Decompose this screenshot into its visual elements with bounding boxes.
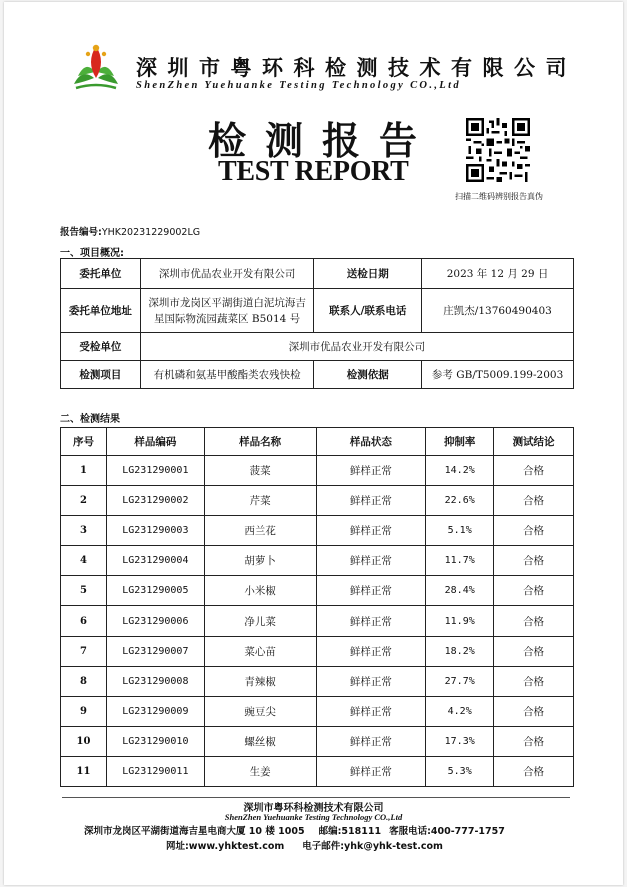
conclusion: 合格 — [494, 636, 574, 666]
table-row — [61, 516, 574, 546]
conclusion: 合格 — [494, 756, 574, 786]
col-header-sample-code: 样品编码 — [106, 428, 204, 456]
inhibition-rate: 11.9% — [426, 606, 494, 636]
results-header-row — [61, 428, 574, 456]
inhibition-rate: 28.4% — [426, 576, 494, 606]
table-row — [61, 696, 574, 726]
company-name-cn: 深圳市粤环科检测技术有限公司 — [136, 55, 577, 80]
sample-name: 青辣椒 — [204, 666, 316, 696]
sample-state: 鲜样正常 — [316, 756, 426, 786]
sample-name: 豌豆尖 — [204, 696, 316, 726]
date-value: 2023 年 12 月 29 日 — [422, 259, 574, 289]
table-row — [61, 636, 574, 666]
sample-state: 鲜样正常 — [316, 516, 426, 546]
footer-company-en: ShenZhen Yuehuanke Testing Technology CO.,Ltd — [224, 812, 403, 822]
col-header-index: 序号 — [61, 428, 107, 456]
row-index: 10 — [61, 726, 107, 756]
table-row — [61, 486, 574, 516]
inhibition-rate: 11.7% — [426, 546, 494, 576]
inspected-unit-value: 深圳市优品农业开发有限公司 — [140, 333, 573, 361]
table-row — [61, 726, 574, 756]
conclusion: 合格 — [494, 516, 574, 546]
inhibition-rate: 5.1% — [426, 516, 494, 546]
sample-code: LG231290007 — [106, 636, 204, 666]
sample-name: 芹菜 — [204, 486, 316, 516]
report-number — [60, 224, 200, 238]
col-header-inhibition: 抑制率 — [426, 428, 494, 456]
sample-name: 生姜 — [204, 756, 316, 786]
inhibition-rate: 4.2% — [426, 696, 494, 726]
test-basis-value: 参考 GB/T5009.199-2003 — [422, 361, 574, 389]
sample-state: 鲜样正常 — [316, 456, 426, 486]
sample-code: LG231290002 — [106, 486, 204, 516]
sample-name: 菠菜 — [204, 456, 316, 486]
row-index: 9 — [61, 696, 107, 726]
sample-name: 小米椒 — [204, 576, 316, 606]
company-logo-icon — [68, 38, 124, 94]
row-index: 1 — [61, 456, 107, 486]
col-header-sample-state: 样品状态 — [316, 428, 426, 456]
row-index: 2 — [61, 486, 107, 516]
footer-web-line — [166, 838, 443, 852]
footer-contact-line — [84, 823, 505, 837]
sample-code: LG231290005 — [106, 576, 204, 606]
results-table — [60, 427, 574, 787]
report-number-value: YHK20231229002LG — [101, 227, 201, 238]
conclusion: 合格 — [494, 546, 574, 576]
sample-state: 鲜样正常 — [316, 486, 426, 516]
inhibition-rate: 22.6% — [426, 486, 494, 516]
inhibition-rate: 18.2% — [426, 636, 494, 666]
table-row — [61, 576, 574, 606]
report-title-en: TEST REPORT — [218, 156, 409, 187]
qr-code-icon — [466, 118, 530, 182]
row-index: 5 — [61, 576, 107, 606]
client-label: 委托单位 — [61, 259, 141, 289]
footer-website: 网址:www.yhktest.com — [166, 841, 285, 852]
table-row — [61, 666, 574, 696]
inhibition-rate: 27.7% — [426, 666, 494, 696]
table-row — [61, 756, 574, 786]
row-index: 8 — [61, 666, 107, 696]
sample-name: 西兰花 — [204, 516, 316, 546]
date-label: 送检日期 — [314, 259, 422, 289]
sample-state: 鲜样正常 — [316, 576, 426, 606]
company-name-en: ShenZhen Yuehuanke Testing Technology CO.,Ltd — [136, 80, 461, 91]
conclusion: 合格 — [494, 456, 574, 486]
contact-label: 联系人/联系电话 — [314, 289, 422, 333]
sample-code: LG231290003 — [106, 516, 204, 546]
address-label: 委托单位地址 — [61, 289, 141, 333]
conclusion: 合格 — [494, 606, 574, 636]
row-index: 3 — [61, 516, 107, 546]
sample-code: LG231290010 — [106, 726, 204, 756]
footer-company-cn: 深圳市粤环科检测技术有限公司 — [243, 803, 384, 814]
sample-code: LG231290006 — [106, 606, 204, 636]
row-index: 6 — [61, 606, 107, 636]
table-row — [61, 606, 574, 636]
test-basis-label: 检测依据 — [314, 361, 422, 389]
sample-code: LG231290008 — [106, 666, 204, 696]
address-value: 深圳市龙岗区平湖街道白泥坑海吉星国际物流园蔬菜区 B5014 号 — [140, 289, 314, 333]
conclusion: 合格 — [494, 576, 574, 606]
footer-phone: 客服电话:400-777-1757 — [389, 826, 505, 837]
sample-state: 鲜样正常 — [316, 546, 426, 576]
sample-state: 鲜样正常 — [316, 606, 426, 636]
sample-name: 净儿菜 — [204, 606, 316, 636]
sample-name: 胡萝卜 — [204, 546, 316, 576]
contact-value: 庄凯杰/13760490403 — [422, 289, 574, 333]
test-item-label: 检测项目 — [61, 361, 141, 389]
conclusion: 合格 — [494, 666, 574, 696]
row-index: 11 — [61, 756, 107, 786]
footer-postcode: 邮编:518111 — [318, 826, 382, 837]
col-header-conclusion: 测试结论 — [494, 428, 574, 456]
sample-state: 鲜样正常 — [316, 726, 426, 756]
sample-state: 鲜样正常 — [316, 636, 426, 666]
conclusion: 合格 — [494, 726, 574, 756]
conclusion: 合格 — [494, 486, 574, 516]
inhibition-rate: 17.3% — [426, 726, 494, 756]
sample-name: 螺丝椒 — [204, 726, 316, 756]
row-index: 7 — [61, 636, 107, 666]
footer-address: 深圳市龙岗区平湖街道海吉星电商大厦 10 楼 1005 — [84, 826, 305, 837]
table-row — [61, 546, 574, 576]
sample-state: 鲜样正常 — [316, 696, 426, 726]
row-index: 4 — [61, 546, 107, 576]
client-value: 深圳市优品农业开发有限公司 — [140, 259, 314, 289]
footer-divider — [62, 797, 570, 798]
test-item-value: 有机磷和氨基甲酸酯类农残快检 — [140, 361, 314, 389]
overview-table — [60, 258, 574, 389]
inhibition-rate: 5.3% — [426, 756, 494, 786]
sample-code: LG231290001 — [106, 456, 204, 486]
conclusion: 合格 — [494, 696, 574, 726]
sample-code: LG231290011 — [106, 756, 204, 786]
footer-email: 电子邮件:yhk@yhk-test.com — [302, 841, 443, 852]
section-results-title: 二、检测结果 — [60, 414, 120, 425]
sample-name: 菜心苗 — [204, 636, 316, 666]
report-title-cn: 检测报告 — [208, 118, 437, 163]
col-header-sample-name: 样品名称 — [204, 428, 316, 456]
report-number-label: 报告编号: — [60, 227, 102, 238]
inhibition-rate: 14.2% — [426, 456, 494, 486]
section-overview-title: 一、项目概况: — [60, 248, 124, 259]
sample-code: LG231290009 — [106, 696, 204, 726]
sample-code: LG231290004 — [106, 546, 204, 576]
inspected-unit-label: 受检单位 — [61, 333, 141, 361]
table-row — [61, 456, 574, 486]
sample-state: 鲜样正常 — [316, 666, 426, 696]
qr-caption: 扫描二维码辨别报告真伪 — [455, 192, 543, 201]
